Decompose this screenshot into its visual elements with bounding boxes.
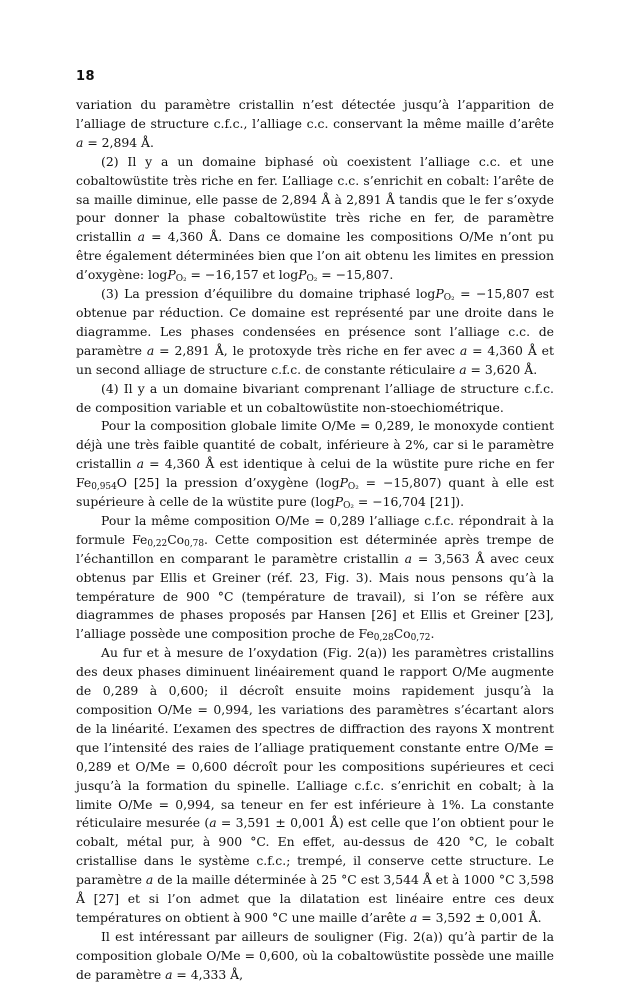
subscript: 0,72	[410, 633, 431, 644]
text-run: Co	[393, 626, 411, 642]
text-run: (2) Il y a un domaine biphasé où coexistent l’alliage c.c. et une cobaltowüstite très riche en fer. L’alliage c.c. s’enrichit en cobalt: l’arête de sa maille diminue, elle passe de 2,894 Å à 2,891 Å tandis que le fer s’oxyde pour donner la phase cobaltowüstite très riche en fer, de paramètre cristallin	[76, 153, 554, 245]
body-text	[76, 96, 554, 985]
text-run: variation du paramètre cristallin n’est détectée jusqu’à l’apparition de l’alliage de structure c.f.c., l’alliage c.c. conservant la même maille d’arête	[76, 97, 554, 131]
text-run: = 3,592 ± 0,001 Å.	[417, 909, 542, 925]
text-run: = −15,807 est obtenue par réduction. Ce domaine est représenté par une droite dans le diagramme. Les phases condensées en présence sont l’alliage c.c. de paramètre	[76, 286, 554, 358]
paragraph-domain-1-end	[76, 96, 554, 153]
text-run: = 2,891 Å, le protoxyde très riche en fer avec	[154, 342, 460, 358]
italic-symbol: P	[167, 267, 176, 283]
text-run: Co	[167, 531, 185, 547]
text-run: = −16,704 [21]).	[353, 494, 465, 510]
paragraph-limit-composition	[76, 417, 554, 512]
paragraph-biphase-domain	[76, 153, 554, 285]
italic-symbol: a	[459, 361, 467, 377]
italic-symbol: a	[145, 872, 154, 888]
paragraph-triphase-domain	[76, 285, 554, 380]
text-run: = 4,360 Å et un second alliage de structure c.f.c. de constante réticulaire	[76, 342, 554, 377]
text-run: = −15,807.	[317, 267, 394, 283]
text-run: = 3,563 Å avec ceux obtenus par Ellis et Greiner (réf. 23, Fig. 3). Mais nous pensons qu’à la température de 900 °C (température de travail), si l’on se réfère aux diagrammes de phases proposés par Hansen [26] et Ellis et Greiner [23], l’alliage possède une composition proche de Fe	[76, 550, 555, 642]
text-run: Il est intéressant par ailleurs de souligner (Fig. 2(a)) qu’à partir de la composition globale O/Me = 0,600, où la cobaltowüstite possède une maille de paramètre	[76, 928, 554, 982]
paragraph-alloy-formula	[76, 512, 554, 644]
text-run: = −16,157 et log	[186, 267, 299, 283]
subscript: O₂	[175, 274, 187, 285]
italic-symbol: P	[435, 286, 444, 302]
subscript: 0,78	[184, 539, 204, 550]
italic-symbol: a	[136, 456, 144, 472]
text-run: = 3,591 ± 0,001 Å) est celle que l’on obtient pour le cobalt, métal pur, à 900 °C. En effet, au-dessus de 420 °C, le cobalt cristallise dans le système c.f.c.; trempé, il conserve cette structure. Le paramètre	[76, 815, 554, 888]
subscript: 0,22	[147, 539, 168, 550]
page-number: 18	[76, 69, 96, 84]
text-run: = 4,360 Å. Dans ce domaine les compositions O/Me n’ont pu être également déterminées bien que l’on ait obtenu les limites en pression d’oxygène: log	[76, 229, 554, 283]
text-run: = 4,360 Å est identique à celui de la wüstite pure riche en fer Fe	[76, 456, 554, 491]
italic-symbol: P	[334, 494, 344, 510]
italic-symbol: a	[404, 550, 413, 566]
paragraph-bivariant-domain	[76, 380, 554, 418]
text-run: Pour la même composition O/Me = 0,289 l’alliage c.f.c. répondrait à la formule Fe	[76, 512, 554, 547]
italic-symbol: a	[146, 342, 155, 358]
paragraph-oxidation-progress	[76, 644, 554, 928]
text-run: . Cette composition est déterminée après trempe de l’échantillon en comparant le paramètre cristallin	[76, 531, 554, 566]
subscript: O₂	[343, 501, 354, 512]
subscript: O₂	[443, 293, 455, 304]
italic-symbol: a	[409, 909, 418, 925]
subscript: 0,954	[91, 482, 117, 493]
text-run: = 3,620 Å.	[466, 361, 538, 377]
subscript: 0,28	[373, 633, 394, 644]
text-run: = 2,894 Å.	[83, 134, 154, 150]
italic-symbol: a	[137, 229, 145, 245]
paragraph-cobaltowustite-parameter	[76, 928, 554, 985]
text-run: = −15,807) quant à elle est supérieure à celle de la wüstite pure (log	[76, 475, 554, 510]
italic-symbol: a	[209, 815, 217, 831]
text-run: = 4,333 Å,	[172, 966, 244, 982]
italic-symbol: a	[76, 134, 84, 150]
italic-symbol: a	[459, 342, 468, 358]
italic-symbol: P	[298, 267, 307, 283]
text-run: Au fur et à mesure de l’oxydation (Fig. 2(a)) les paramètres cristallins des deux phases diminuent linéairement quand le rapport O/Me augmente de 0,289 à 0,600; il décroît ensuite moins rapidement jusqu’à la composition O/Me = 0,994, les variations des paramètres s’écartant alors de la linéarité. L’examen des spectres de diffraction des rayons X montrent que l’intensité des raies de l’alliage pratiquement constante entre O/Me = 0,289 et O/Me = 0,600 décroît pour les compositions supérieures et ceci jusqu’à la formation du spinelle. L’alliage c.f.c. s’enrichit en cobalt; à la limite O/Me = 0,994, sa teneur en fer est inférieure à 1%. La constante réticulaire mesurée (	[76, 645, 554, 831]
text-run: O [25] la pression d’oxygène (log	[116, 475, 340, 491]
text-run: Pour la composition globale limite O/Me = 0,289, le monoxyde contient déjà une très faible quantité de cobalt, inférieure à 2%, car si le paramètre cristallin	[76, 418, 554, 472]
text-run: (4) Il y a un domaine bivariant comprenant l’alliage de structure c.f.c. de composition variable et un cobaltowüstite non-stoechiométrique.	[76, 380, 554, 415]
text-run: (3) La pression d’équilibre du domaine triphasé log	[101, 286, 436, 302]
text-run: .	[430, 626, 435, 642]
italic-symbol: P	[339, 475, 348, 491]
subscript: O₂	[306, 274, 318, 285]
italic-symbol: a	[165, 966, 173, 982]
text-run: de la maille déterminée à 25 °C est 3,544 Å et à 1000 °C 3,598 Å [27] et si l’on admet que la dilatation est linéaire entre ces deux températures on obtient à 900 °C une maille d’arête	[76, 872, 554, 925]
subscript: O₂	[347, 482, 359, 493]
